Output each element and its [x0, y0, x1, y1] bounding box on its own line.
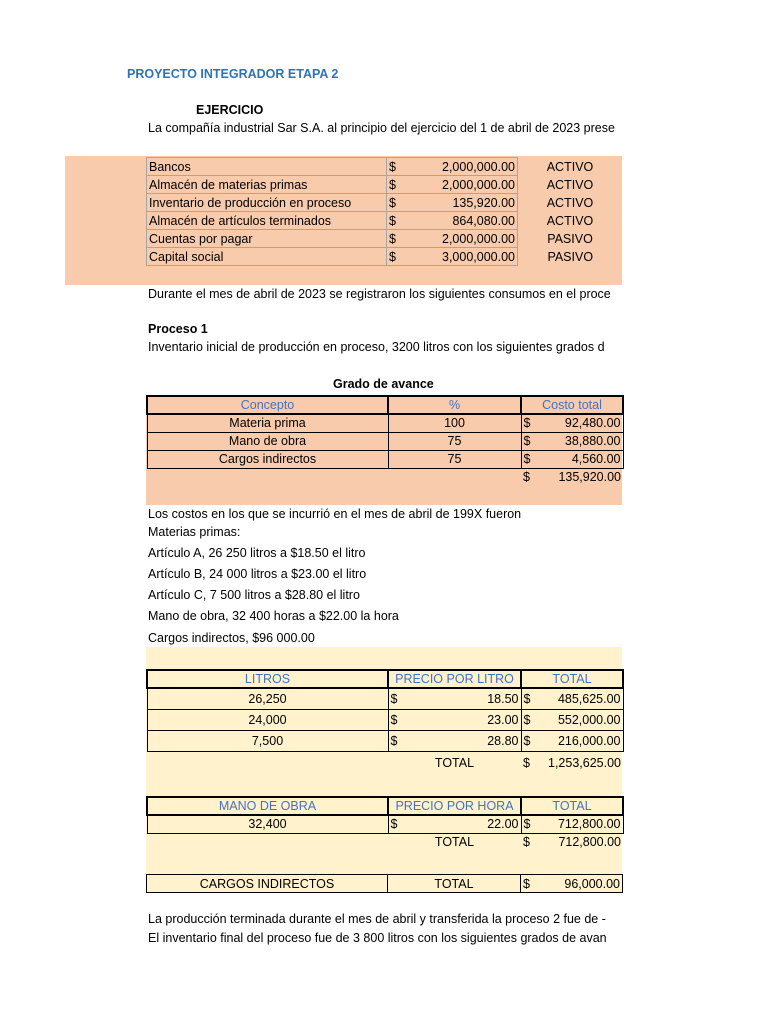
avance-pct: 100 — [388, 414, 521, 432]
litros-row — [147, 730, 623, 751]
mano-header-qty: MANO DE OBRA — [147, 797, 388, 815]
mano-price: $ 22.00 — [388, 815, 521, 833]
avance-header-pct: % — [388, 396, 521, 414]
avance-title: Grado de avance — [333, 377, 434, 391]
mano-header-total: TOTAL — [521, 797, 623, 815]
avance-concept: Cargos indirectos — [147, 450, 388, 468]
balance-type: ACTIVO — [546, 159, 594, 174]
balance-amount: $ 864,080.00 — [387, 212, 518, 230]
balance-type: PASIVO — [547, 231, 593, 246]
mano-total-row — [147, 833, 623, 851]
mano-row — [147, 815, 623, 833]
balance-amount: $ 135,920.00 — [387, 194, 518, 212]
litros-total: $ 552,000.00 — [521, 709, 623, 730]
balance-amount: $ 3,000,000.00 — [387, 248, 518, 266]
balance-account: Cuentas por pagar — [147, 230, 387, 248]
avance-row — [147, 450, 623, 468]
litros-total-label: TOTAL — [434, 755, 475, 770]
intro-text: La compañía industrial Sar S.A. al principio del ejercicio del 1 de abril de 2023 prese — [148, 121, 615, 135]
cargos-total: $ 96,000.00 — [521, 875, 623, 893]
avance-row — [147, 414, 623, 432]
litros-qty: 7,500 — [147, 730, 388, 751]
balance-account: Bancos — [147, 158, 387, 176]
page-title: PROYECTO INTEGRADOR ETAPA 2 — [127, 67, 339, 81]
cost-item: Cargos indirectos, $96 000.00 — [148, 631, 315, 645]
avance-concept: Mano de obra — [147, 432, 388, 450]
litros-header-qty: LITROS — [147, 670, 388, 688]
mano-total: $ 712,800.00 — [521, 815, 623, 833]
balance-account: Capital social — [147, 248, 387, 266]
litros-row — [147, 709, 623, 730]
litros-qty: 24,000 — [147, 709, 388, 730]
avance-header-concept: Concepto — [147, 396, 388, 414]
balance-table — [146, 157, 623, 266]
avance-sum-spacer-1 — [147, 468, 388, 486]
litros-total-row — [147, 751, 623, 774]
balance-type: ACTIVO — [546, 195, 594, 210]
costs-intro: Los costos en los que se incurrió en el mes de abril de 199X fueron — [148, 507, 522, 521]
balance-type: ACTIVO — [546, 177, 594, 192]
balance-row — [147, 194, 623, 212]
mano-grand-total: $ 712,800.00 — [523, 835, 621, 850]
process-text: Inventario inicial de producción en proceso, 3200 litros con los siguientes grados d — [148, 340, 605, 354]
cost-item: Mano de obra, 32 400 horas a $22.00 la hora — [148, 609, 399, 623]
avance-row — [147, 432, 623, 450]
litros-total: $ 485,625.00 — [521, 688, 623, 709]
cost-item: Artículo A, 26 250 litros a $18.50 el litro — [148, 546, 366, 560]
avance-sum-spacer-2 — [388, 468, 521, 486]
costs-mp-label: Materias primas: — [148, 525, 241, 539]
balance-account: Inventario de producción en proceso — [147, 194, 387, 212]
avance-total: $ 38,880.00 — [521, 432, 623, 450]
mano-table — [146, 796, 624, 851]
cost-item: Artículo C, 7 500 litros a $28.80 el litro — [148, 588, 360, 602]
balance-type: ACTIVO — [546, 213, 594, 228]
avance-sum-row — [147, 468, 623, 486]
cargos-label: CARGOS INDIRECTOS — [147, 875, 388, 893]
footer-line-2: El inventario final del proceso fue de 3 800 litros con los siguientes grados de avan — [148, 931, 607, 945]
litros-grand-total: $ 1,253,625.00 — [523, 755, 621, 770]
litros-price: $ 28.80 — [388, 730, 521, 751]
balance-amount: $ 2,000,000.00 — [387, 158, 518, 176]
cargos-total-label: TOTAL — [388, 875, 521, 893]
avance-concept: Materia prima — [147, 414, 388, 432]
avance-header-total: Costo total — [521, 396, 623, 414]
litros-header-total: TOTAL — [521, 670, 623, 688]
litros-price: $ 23.00 — [388, 709, 521, 730]
litros-total: $ 216,000.00 — [521, 730, 623, 751]
mano-qty: 32,400 — [147, 815, 388, 833]
avance-table — [146, 395, 624, 486]
cargos-table — [146, 874, 623, 893]
litros-row — [147, 688, 623, 709]
balance-row — [147, 248, 623, 266]
consumption-text: Durante el mes de abril de 2023 se registraron los siguientes consumos en el proce — [148, 287, 611, 301]
litros-total-spacer — [147, 751, 388, 774]
mano-total-label: TOTAL — [434, 835, 475, 850]
balance-row — [147, 176, 623, 194]
balance-amount: $ 2,000,000.00 — [387, 176, 518, 194]
mano-header-price: PRECIO POR HORA — [388, 797, 521, 815]
footer-line-1: La producción terminada durante el mes de abril y transferida la proceso 2 fue de - — [148, 912, 606, 926]
balance-row — [147, 158, 623, 176]
mano-total-spacer — [147, 833, 388, 851]
cost-item: Artículo B, 24 000 litros a $23.00 el litro — [148, 567, 367, 581]
avance-pct: 75 — [388, 432, 521, 450]
avance-total: $ 92,480.00 — [521, 414, 623, 432]
avance-pct: 75 — [388, 450, 521, 468]
section-subtitle: EJERCICIO — [196, 103, 264, 117]
balance-amount: $ 2,000,000.00 — [387, 230, 518, 248]
balance-row — [147, 212, 623, 230]
balance-account: Almacén de artículos terminados — [147, 212, 387, 230]
avance-total: $ 4,560.00 — [521, 450, 623, 468]
litros-header-price: PRECIO POR LITRO — [388, 670, 521, 688]
litros-qty: 26,250 — [147, 688, 388, 709]
litros-price: $ 18.50 — [388, 688, 521, 709]
balance-row — [147, 230, 623, 248]
litros-table — [146, 669, 624, 774]
balance-account: Almacén de materias primas — [147, 176, 387, 194]
balance-type: PASIVO — [547, 249, 594, 264]
process-label: Proceso 1 — [148, 322, 208, 336]
avance-sum: $ 135,920.00 — [523, 470, 621, 485]
